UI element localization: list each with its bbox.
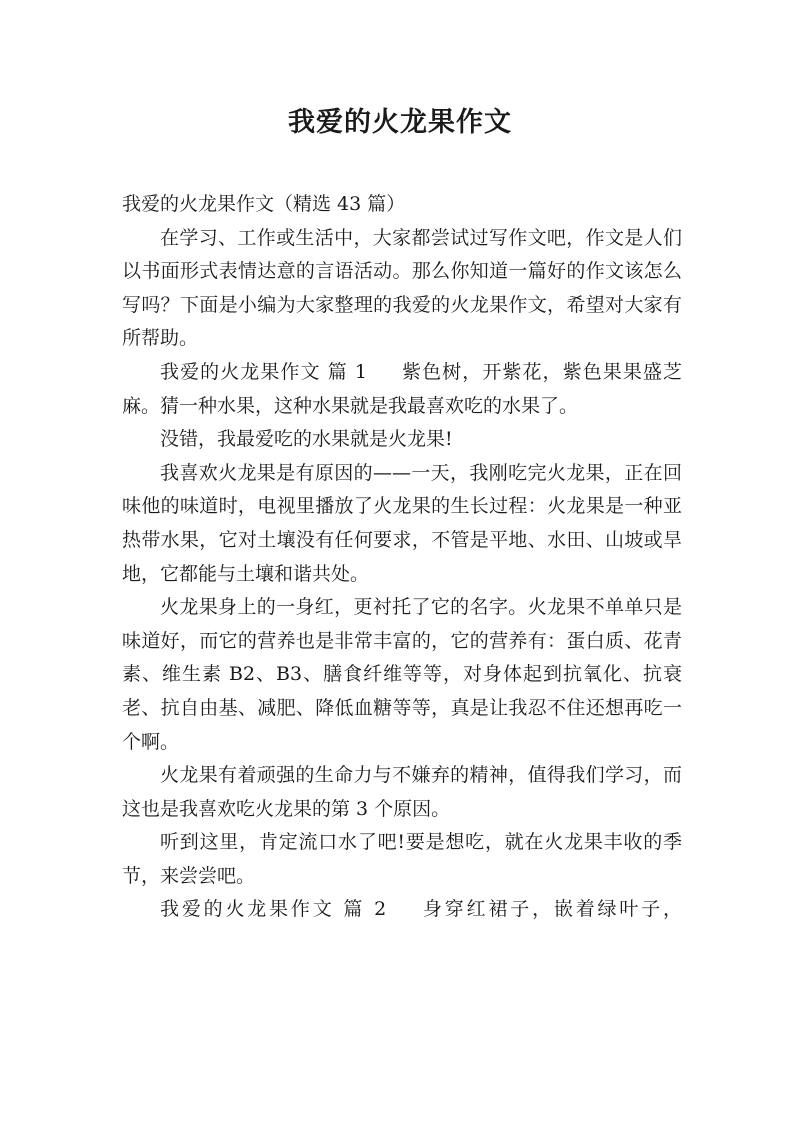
essay-2-opening: [122, 893, 682, 927]
document-subtitle: 我爱的火龙果作文（精选 43 篇）: [122, 193, 406, 215]
essay-1-lead: 紫色树，开紫花，紫色果果盛芝麻。猜一种水果，这种水果就是我最喜欢吃的水果了。: [122, 360, 682, 417]
essay-1-paragraph: 我喜欢火龙果是有原因的——一天，我刚吃完火龙果，正在回味他的味道时，电视里播放了火龙果的生长过程：火龙果是一种亚热带水果，它对土壤没有任何要求，不管是平地、水田、山坡或旱地，它都能与土壤和谐共处。: [122, 461, 682, 585]
essay-1-heading: 我爱的火龙果作文 篇 1: [160, 360, 367, 383]
essay-1-paragraph: 听到这里，肯定流口水了吧!要是想吃，就在火龙果丰收的季节，来尝尝吧。: [122, 831, 682, 887]
document-body: [122, 188, 682, 927]
document-title: 我爱的火龙果作文: [288, 107, 512, 138]
essay-1-opening: [122, 356, 682, 423]
intro-paragraph: 在学习、工作或生活中，大家都尝试过写作文吧，作文是人们以书面形式表情达意的言语活动。那么你知道一篇好的作文该怎么写吗？下面是小编为大家整理的我爱的火龙果作文，希望对大家有所帮助。: [122, 226, 682, 350]
essay-1-paragraph: 火龙果身上的一身红，更衬托了它的名字。火龙果不单单只是味道好，而它的营养也是非常丰富的，它的营养有：蛋白质、花青素、维生素 B2、B3、膳食纤维等等，对身体起到抗氧化、抗衰老、抗自由基、减肥、降低血糖等等，真是让我忍不住还想再吃一个啊。: [122, 596, 682, 753]
essay-1-paragraph: 没错，我最爱吃的水果就是火龙果!: [160, 428, 453, 451]
essay-1-paragraph: 火龙果有着顽强的生命力与不嫌弃的精神，值得我们学习，而这也是我喜欢吃火龙果的第 3 个原因。: [122, 764, 682, 820]
essay-2-heading: 我爱的火龙果作文 篇 2: [160, 898, 387, 921]
essay-2-lead: 身穿红裙子，嵌着绿叶子，: [420, 898, 682, 921]
